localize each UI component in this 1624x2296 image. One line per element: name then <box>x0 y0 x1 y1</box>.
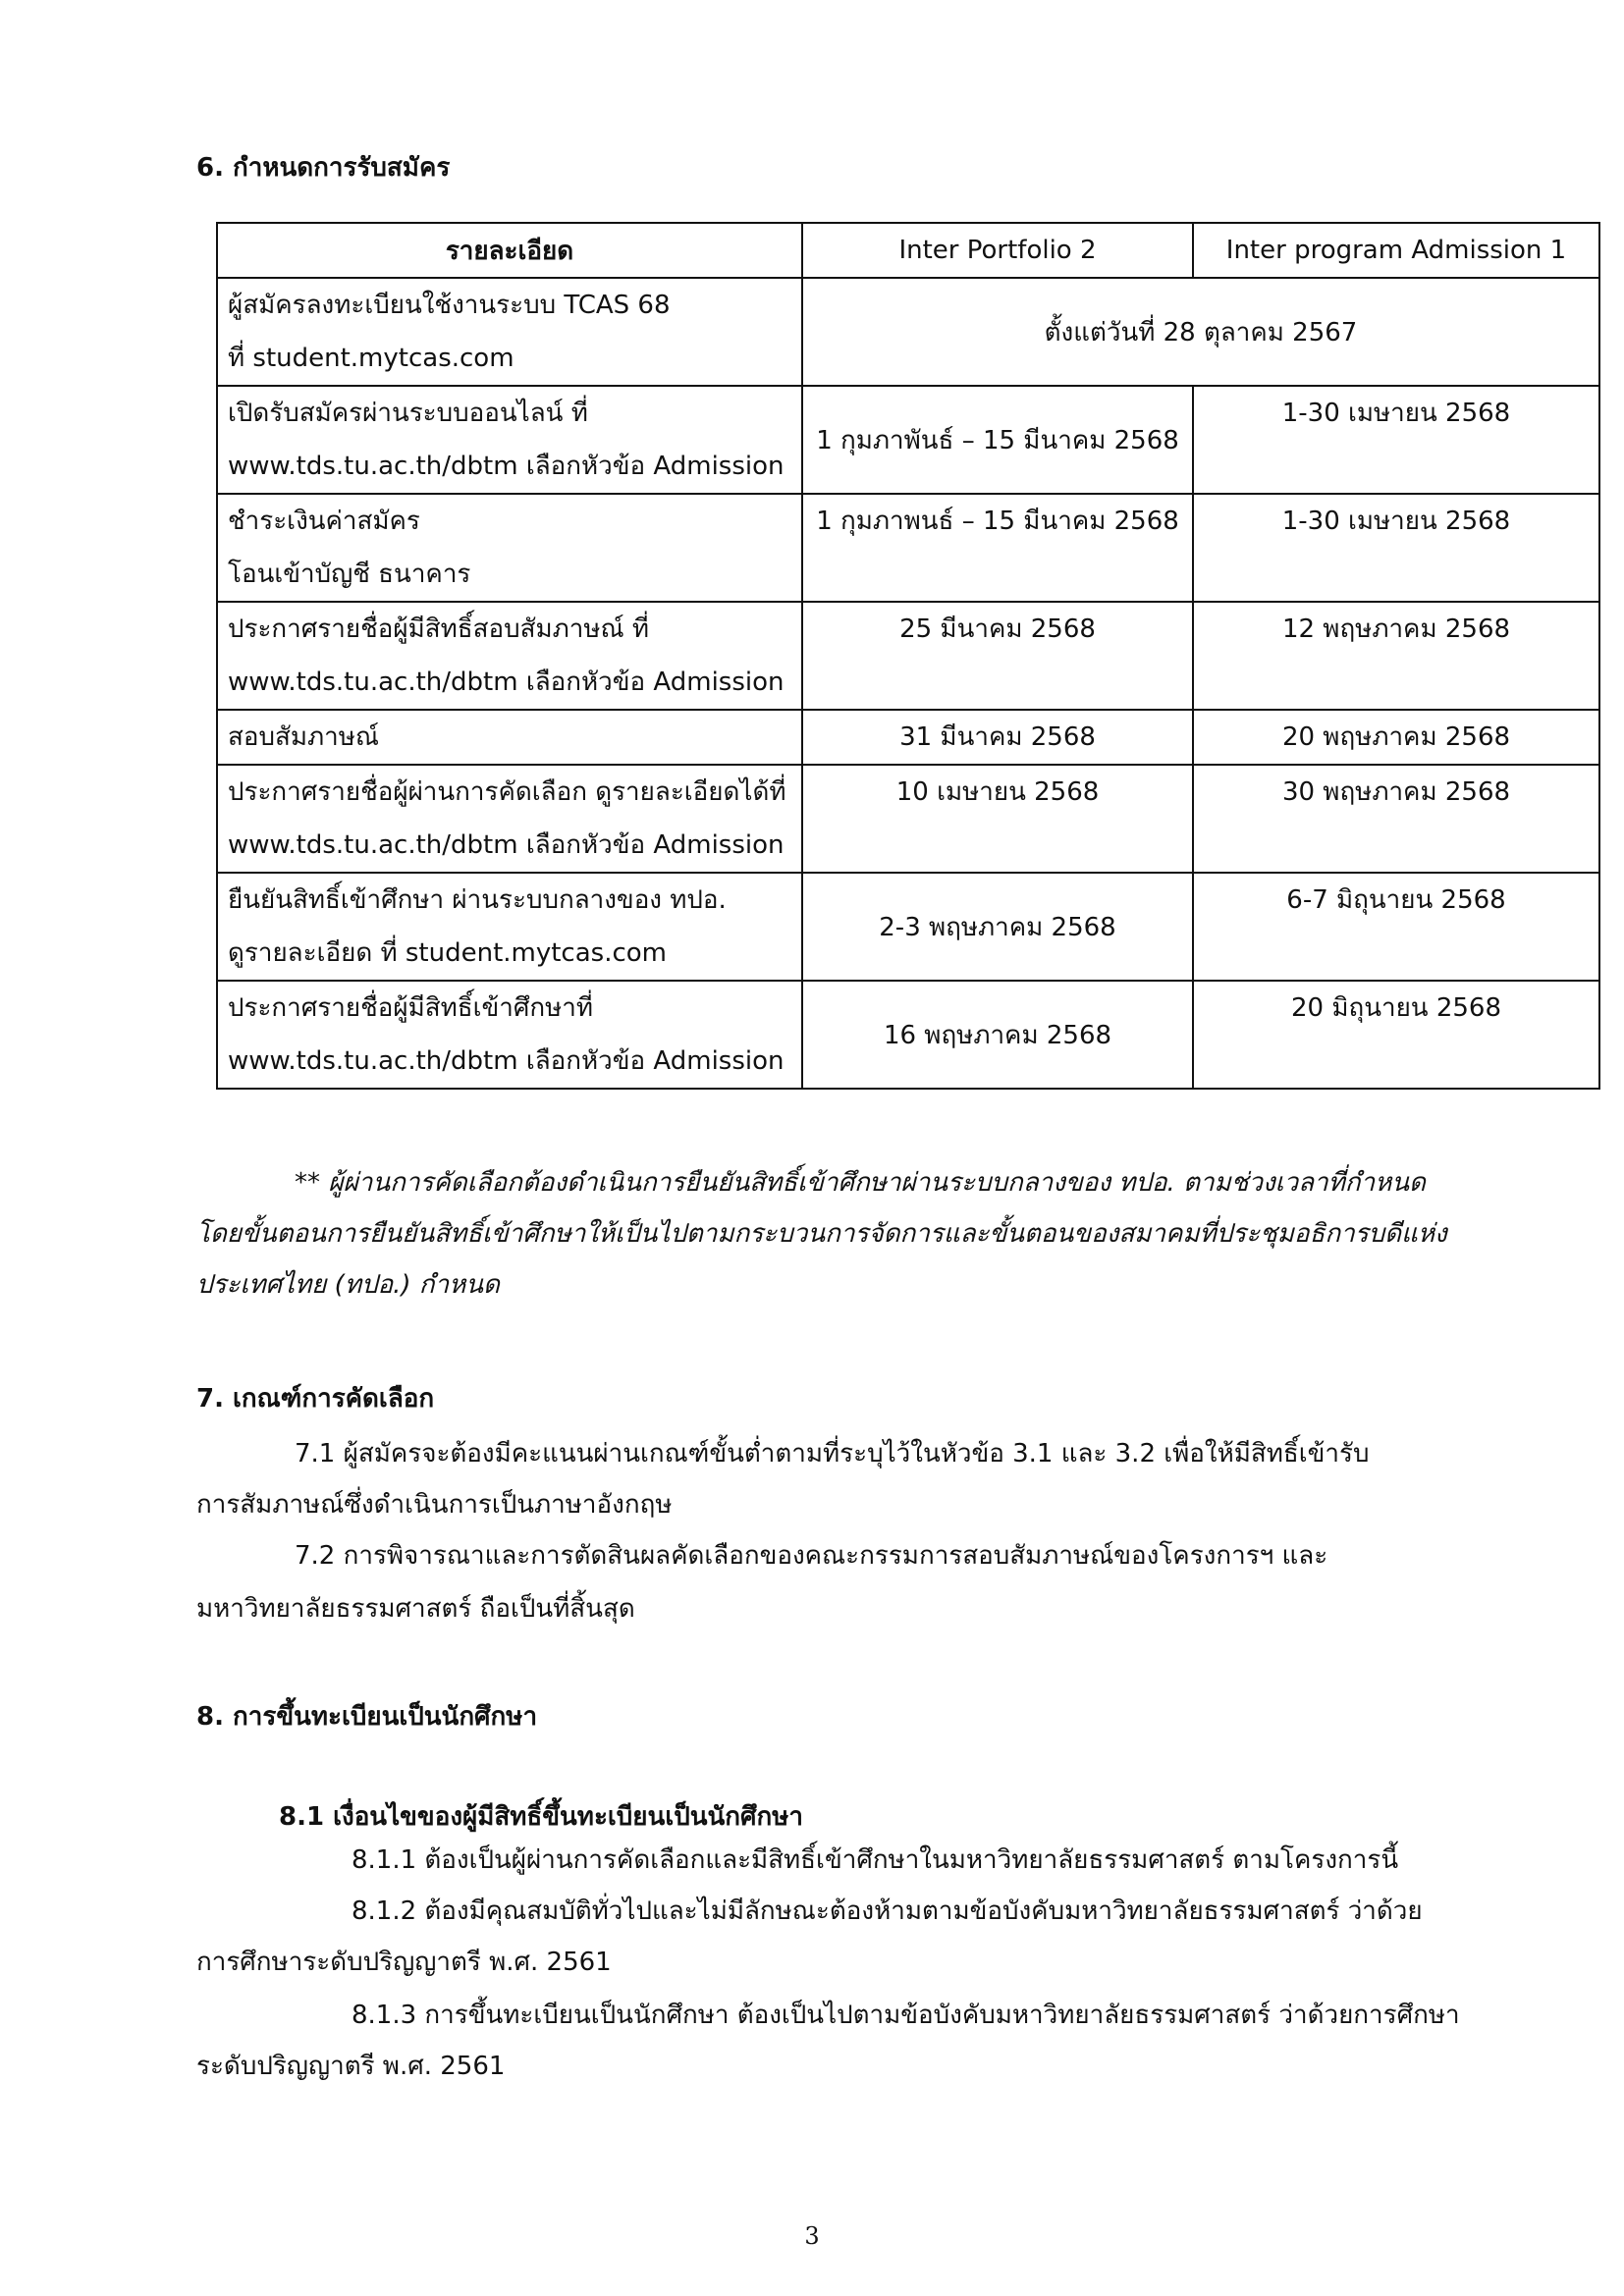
date-text: 10 เมษายน 2568 <box>895 777 1100 807</box>
detail-line: www.tds.tu.ac.th/dbtm เลือกหัวข้อ Admission <box>228 830 785 860</box>
note-line: ประเทศไทย (ทปอ.) กำหนด <box>196 1270 500 1300</box>
note-line: โดยขั้นตอนการยืนยันสิทธิ์เข้าศึกษาให้เป็นไปตามกระบวนการจัดการและขั้นตอนของสมาคมที่ประชุมอธิการบดีแห่ง <box>196 1219 1447 1249</box>
detail-cell <box>217 710 802 765</box>
item-8-1-1-line: 8.1.1 ต้องเป็นผู้ผ่านการคัดเลือกและมีสิทธิ์เข้าศึกษาในมหาวิทยาลัยธรรมศาสตร์ ตามโครงการนี้ <box>352 1845 1399 1875</box>
table-row <box>217 981 1599 1089</box>
paragraph-7-1-line: 7.1 ผู้สมัครจะต้องมีคะแนนผ่านเกณฑ์ขั้นต่ำตามที่ระบุไว้ในหัวข้อ 3.1 และ 3.2 เพื่อให้มีสิทธิ์เข้ารับ <box>295 1439 1370 1468</box>
schedule-table <box>216 222 1600 1090</box>
date-text: 12 พฤษภาคม 2568 <box>1281 614 1511 644</box>
item-8-1-3-line: ระดับปริญญาตรี พ.ศ. 2561 <box>196 2052 506 2081</box>
detail-cell <box>217 494 802 602</box>
table-row <box>217 710 1599 765</box>
header-inter-program-admission-1: Inter program Admission 1 <box>1193 223 1599 278</box>
note-line: ** ผู้ผ่านการคัดเลือกต้องดำเนินการยืนยันสิทธิ์เข้าศึกษาผ่านระบบกลางของ ทปอ. ตามช่วงเวลาที่กำหนด <box>295 1168 1426 1198</box>
admission-date-cell <box>1193 981 1599 1089</box>
header-inter-portfolio-2: Inter Portfolio 2 <box>802 223 1193 278</box>
date-text: 1 กุมภาพนธ์ – 15 มีนาคม 2568 <box>816 507 1179 536</box>
portfolio-date-cell <box>802 386 1193 494</box>
item-8-1-2-line: 8.1.2 ต้องมีคุณสมบัติทั่วไปและไม่มีลักษณะต้องห้ามตามข้อบังคับมหาวิทยาลัยธรรมศาสตร์ ว่าด้วย <box>352 1896 1423 1926</box>
portfolio-date-cell <box>802 765 1193 873</box>
date-text: 1-30 เมษายน 2568 <box>1281 507 1511 536</box>
admission-date-cell <box>1193 386 1599 494</box>
detail-line: www.tds.tu.ac.th/dbtm เลือกหัวข้อ Admission <box>228 452 785 481</box>
detail-cell <box>217 981 802 1089</box>
detail-cell <box>217 765 802 873</box>
page-number: 3 <box>804 2222 820 2250</box>
detail-line: ดูรายละเอียด ที่ student.mytcas.com <box>228 938 668 968</box>
paragraph-7-2-line: มหาวิทยาลัยธรรมศาสตร์ ถือเป็นที่สิ้นสุด <box>196 1594 635 1624</box>
section-7-heading: 7. เกณฑ์การคัดเลือก <box>196 1384 435 1414</box>
detail-cell <box>217 873 802 981</box>
detail-cell <box>217 278 802 386</box>
section-8-heading: 8. การขึ้นทะเบียนเป็นนักศึกษา <box>196 1702 538 1732</box>
detail-line: เปิดรับสมัครผ่านระบบออนไลน์ ที่ <box>228 399 588 428</box>
item-8-1-2-line: การศึกษาระดับปริญญาตรี พ.ศ. 2561 <box>196 1948 612 1977</box>
date-text: 6-7 มิถุนายน 2568 <box>1286 885 1506 915</box>
admission-date-cell <box>1193 873 1599 981</box>
date-text: 2-3 พฤษภาคม 2568 <box>879 912 1116 942</box>
admission-date-cell <box>1193 494 1599 602</box>
date-text: ตั้งแต่วันที่ 28 ตุลาคม 2567 <box>1044 317 1358 347</box>
detail-line: ยืนยันสิทธิ์เข้าศึกษา ผ่านระบบกลางของ ทปอ. <box>228 885 727 915</box>
portfolio-date-cell <box>802 981 1193 1089</box>
detail-line: ประกาศรายชื่อผู้ผ่านการคัดเลือก ดูรายละเอียดได้ที่ <box>228 777 786 807</box>
table-row <box>217 494 1599 602</box>
detail-line: สอบสัมภาษณ์ <box>228 722 379 752</box>
portfolio-date-cell <box>802 494 1193 602</box>
date-text: 20 พฤษภาคม 2568 <box>1281 722 1511 752</box>
portfolio-date-cell <box>802 602 1193 710</box>
table-header-row <box>217 223 1599 278</box>
date-text: 1 กุมภาพันธ์ – 15 มีนาคม 2568 <box>816 425 1179 455</box>
detail-line: www.tds.tu.ac.th/dbtm เลือกหัวข้อ Admission <box>228 1046 785 1076</box>
detail-line: ประกาศรายชื่อผู้มีสิทธิ์สอบสัมภาษณ์ ที่ <box>228 614 649 644</box>
admission-date-cell <box>1193 710 1599 765</box>
admission-date-cell <box>1193 765 1599 873</box>
portfolio-date-cell <box>802 710 1193 765</box>
date-text: 16 พฤษภาคม 2568 <box>883 1020 1112 1050</box>
table-row <box>217 278 1599 386</box>
date-text: 25 มีนาคม 2568 <box>899 614 1096 644</box>
date-text: 20 มิถุนายน 2568 <box>1290 993 1502 1023</box>
date-text: 31 มีนาคม 2568 <box>899 722 1096 752</box>
table-row <box>217 386 1599 494</box>
date-text: 30 พฤษภาคม 2568 <box>1281 777 1511 807</box>
header-detail: รายละเอียด <box>217 223 802 278</box>
table-row <box>217 873 1599 981</box>
detail-line: โอนเข้าบัญชี ธนาคาร <box>228 560 471 589</box>
detail-line: ชำระเงินค่าสมัคร <box>228 507 420 536</box>
detail-line: ประกาศรายชื่อผู้มีสิทธิ์เข้าศึกษาที่ <box>228 993 593 1023</box>
table-row <box>217 602 1599 710</box>
detail-cell <box>217 602 802 710</box>
paragraph-7-2-line: 7.2 การพิจารณาและการตัดสินผลคัดเลือกของคณะกรรมการสอบสัมภาษณ์ของโครงการฯ และ <box>295 1541 1328 1571</box>
portfolio-date-cell <box>802 873 1193 981</box>
section-6-heading: 6. กำหนดการรับสมัคร <box>196 153 451 183</box>
date-text: 1-30 เมษายน 2568 <box>1281 399 1511 428</box>
section-8-1-heading: 8.1 เงื่อนไขของผู้มีสิทธิ์ขึ้นทะเบียนเป็นนักศึกษา <box>279 1802 803 1832</box>
item-8-1-3-line: 8.1.3 การขึ้นทะเบียนเป็นนักศึกษา ต้องเป็นไปตามข้อบังคับมหาวิทยาลัยธรรมศาสตร์ ว่าด้วยการศึกษา <box>352 2001 1460 2030</box>
detail-line: ผู้สมัครลงทะเบียนใช้งานระบบ TCAS 68 <box>228 291 671 320</box>
detail-line: www.tds.tu.ac.th/dbtm เลือกหัวข้อ Admission <box>228 667 785 697</box>
detail-cell <box>217 386 802 494</box>
paragraph-7-1-line: การสัมภาษณ์ซึ่งดำเนินการเป็นภาษาอังกฤษ <box>196 1490 673 1520</box>
detail-line: ที่ student.mytcas.com <box>228 344 514 373</box>
admission-date-cell <box>1193 602 1599 710</box>
merged-date-cell <box>802 278 1599 386</box>
table-row <box>217 765 1599 873</box>
